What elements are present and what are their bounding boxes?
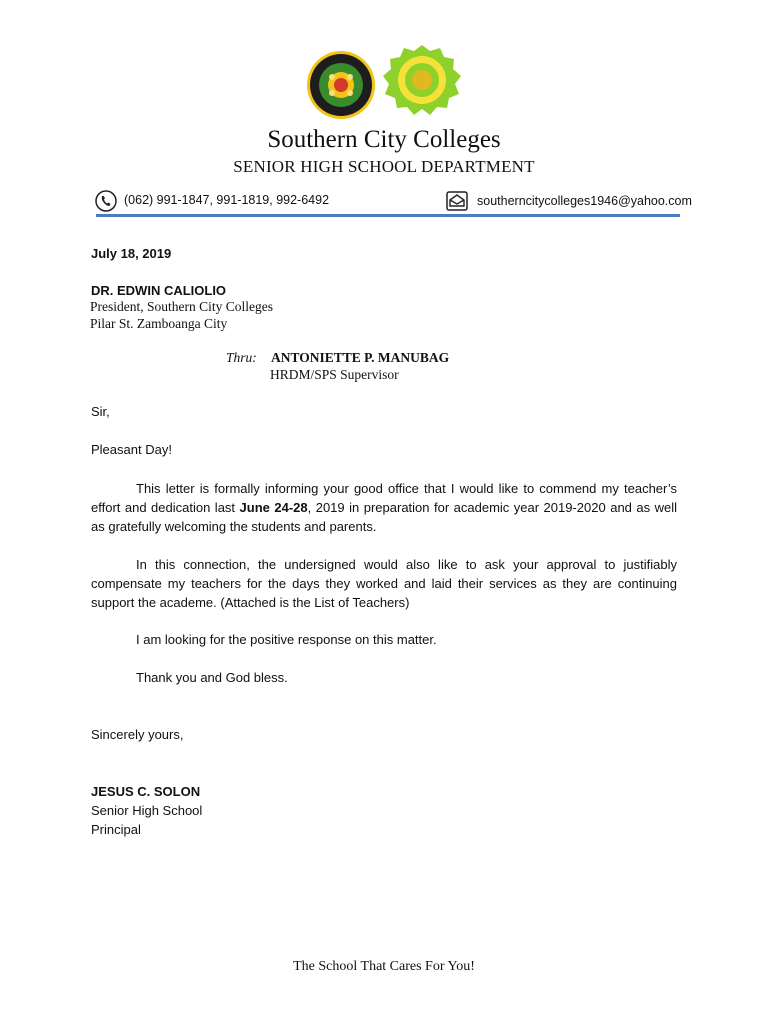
thru-name: ANTONIETTE P. MANUBAG (271, 350, 450, 365)
paragraph-1-text-a: This letter is formally informing your good office that I would like to commend my teacher’s effort and dedication last (91, 481, 677, 515)
event-dates: June 24-28 (239, 500, 308, 515)
recipient-address: Pilar St. Zamboanga City (90, 316, 228, 331)
institution-name: Southern City Colleges (267, 126, 501, 153)
salutation: Sir, (91, 404, 110, 419)
phone-numbers: (062) 991-1847, 991-1819, 992-6492 (124, 193, 330, 207)
southern-city-colleges-seal-logo (381, 43, 463, 117)
body-paragraph-4: Thank you and God bless. (136, 670, 288, 685)
thru-label: Thru: (226, 350, 257, 365)
body-paragraph-2: In this connection, the undersigned would also like to ask your approval to justifiably compensate my teachers for the days they worked and laid their services as they are continuing support the academe. (Attached is the List of Teachers) (91, 557, 677, 610)
thru-title: HRDM/SPS Supervisor (270, 367, 399, 382)
phone-icon (95, 190, 117, 212)
greeting: Pleasant Day! (91, 442, 172, 457)
recipient-name: DR. EDWIN CALIOLIO (91, 283, 227, 298)
department-name: SENIOR HIGH SCHOOL DEPARTMENT (233, 157, 535, 176)
paragraph-1-text-b: , 2019 in preparation for academic year 2019-2020 and as well as gratefully welcoming the students and parents. (91, 500, 678, 534)
letter-date: July 18, 2019 (91, 246, 172, 261)
closing: Sincerely yours, (91, 727, 184, 742)
letterhead-divider (96, 214, 680, 217)
email-address: southerncitycolleges1946@yahoo.com (477, 194, 692, 208)
signatory-role: Senior High School (91, 803, 203, 818)
body-paragraph-1 (91, 479, 677, 536)
mail-icon (446, 191, 468, 211)
body-paragraph-3: I am looking for the positive response on this matter. (136, 632, 437, 647)
senior-high-school-seal-logo (306, 50, 376, 120)
recipient-title: President, Southern City Colleges (90, 299, 273, 314)
footer-tagline: The School That Cares For You! (293, 959, 475, 974)
signatory-name: JESUS C. SOLON (91, 784, 201, 799)
signatory-position: Principal (91, 822, 141, 837)
